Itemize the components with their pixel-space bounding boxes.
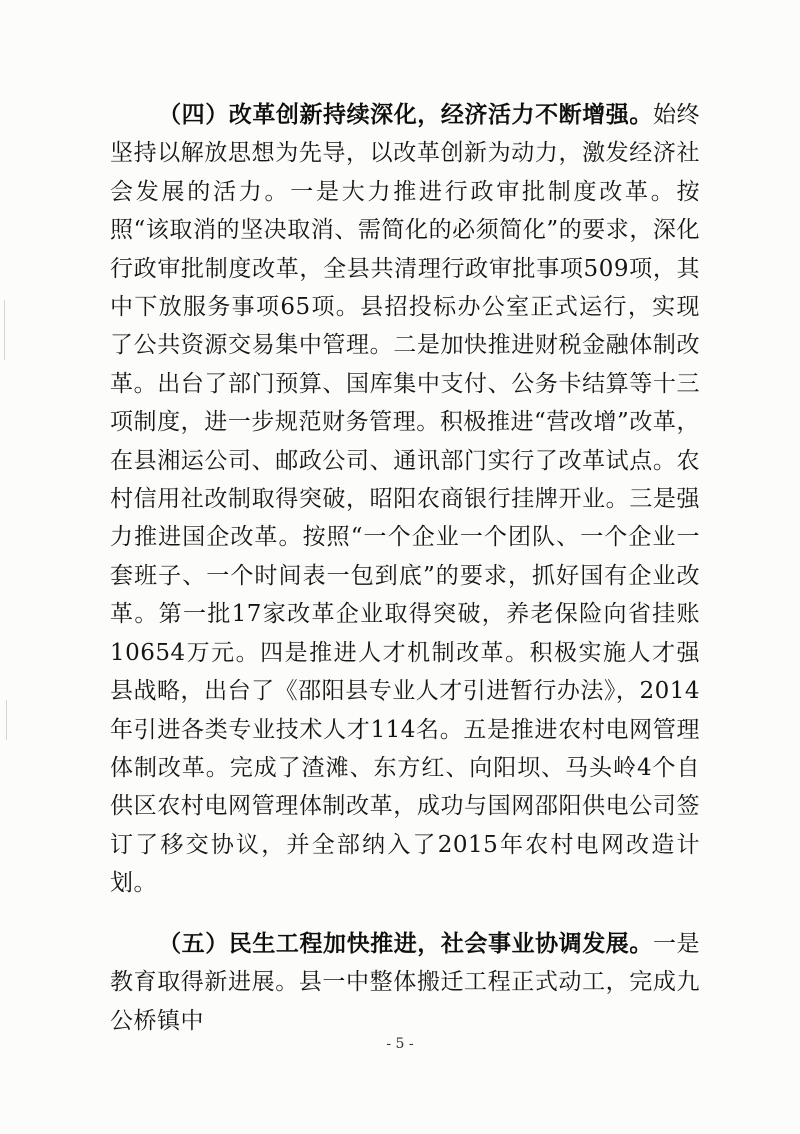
- paragraph-body: 始终坚持以解放思想为先导，以改革创新为动力，激发经济社会发展的活力。一是大力推进行政审批制度改革。按照“该取消的坚决取消、需简化的必须简化”的要求，深化行政审批制度改革，全县共清理行政审批事项509项，其中下放服务事项65项。县招投标办公室正式运行，实现了公共资源交易集中管理。二是加快推进财税金融体制改革。出台了部门预算、国库集中支付、公务卡结算等十三项制度，进一步规范财务管理。积极推进“营改增”改革，在县湘运公司、邮政公司、通讯部门实行了改革试点。农村信用社改制取得突破，昭阳农商银行挂牌开业。三是强力推进国企改革。按照“一个企业一个团队、一个企业一套班子、一个时间表一包到底”的要求，抓好国有企业改革。第一批17家改革企业取得突破，养老保险向省挂账10654万元。四是推进人才机制改革。积极实施人才强县战略，出台了《邵阳县专业人才引进暂行办法》，2014年引进各类专业技术人才114名。五是推进农村电网管理体制改革。完成了渣滩、东方红、向阳坝、马头岭4个自供区农村电网管理体制改革，成功与国网邵阳供电公司签订了移交协议，并全部纳入了2015年农村电网改造计划。: [110, 102, 701, 897]
- paragraph-body: 一是教育取得新进展。县一中整体搬迁工程正式动工，完成九公桥镇中: [110, 931, 701, 1034]
- scan-artifact: [4, 300, 5, 360]
- paragraph-livelihood-projects: [110, 925, 700, 1040]
- page-number: - 5 -: [386, 1036, 414, 1052]
- paragraph-heading: （四）改革创新持续深化，经济活力不断增强。: [158, 101, 653, 128]
- paragraph-heading: （五）民生工程加快推进，社会事业协调发展。: [158, 930, 653, 957]
- paragraph-reform-innovation: [110, 96, 700, 903]
- scan-artifact: [6, 700, 7, 740]
